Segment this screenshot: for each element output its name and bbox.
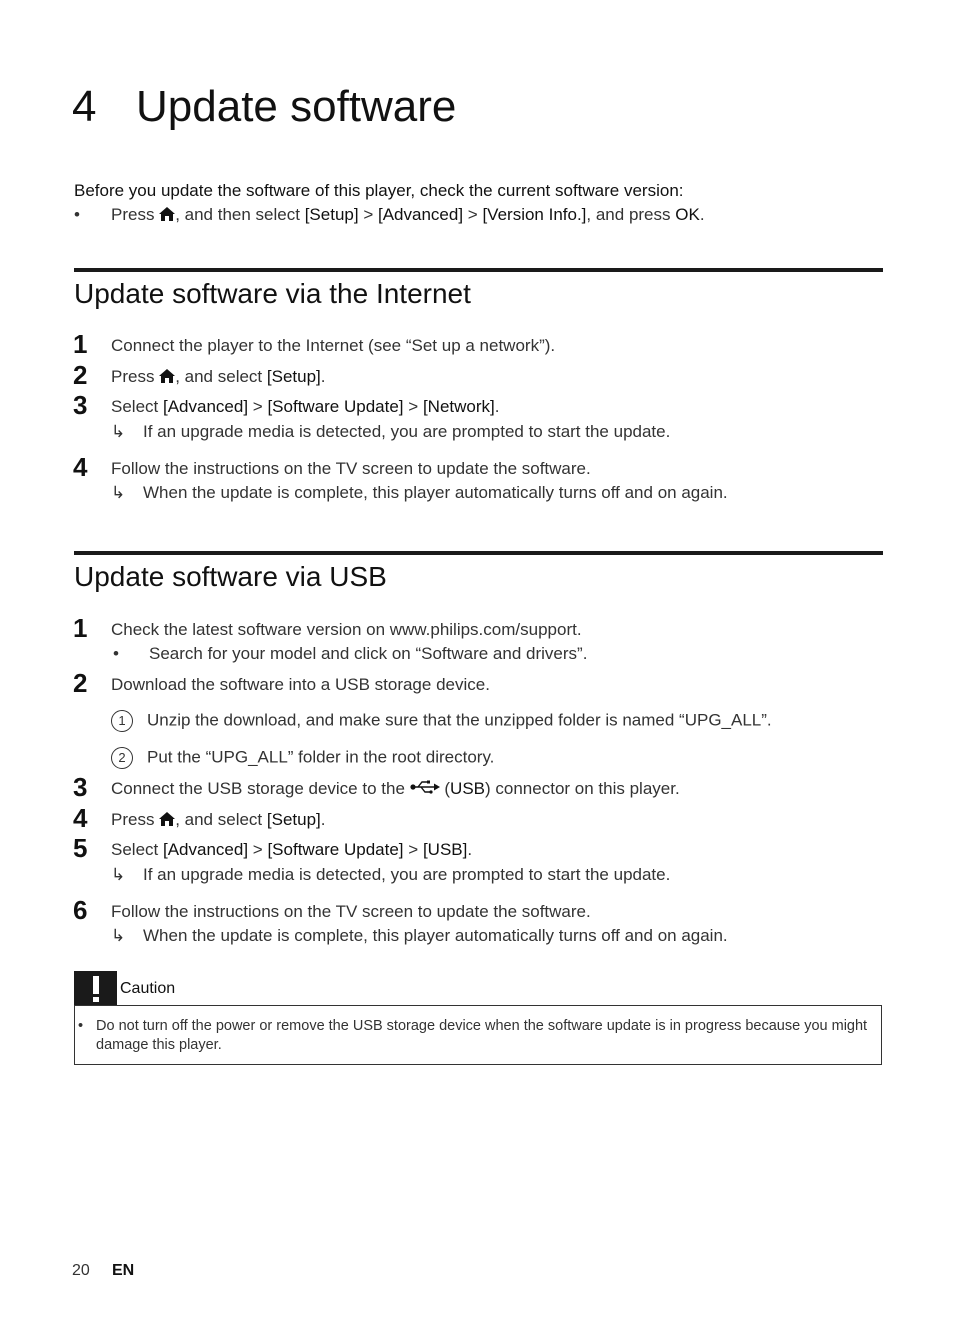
result-arrow-icon: ↳ — [111, 926, 126, 945]
step-result: ↳ If an upgrade media is detected, you are prompted to start the update. — [111, 865, 671, 884]
step-number: 6 — [73, 895, 88, 925]
step-text: Check the latest software version on www.philips.com/support. — [111, 620, 582, 639]
home-icon — [159, 369, 175, 383]
bullet-dot: • — [78, 1018, 84, 1034]
chapter-number: 4 — [72, 82, 97, 131]
step-text: Follow the instructions on the TV screen to update the software. — [111, 459, 591, 478]
result-arrow-icon: ↳ — [111, 422, 126, 441]
step-number: 2 — [73, 668, 88, 698]
caution-title: Caution — [120, 980, 176, 997]
section-divider — [74, 268, 883, 272]
page-number: 20 — [72, 1262, 90, 1279]
section-heading-internet: Update software via the Internet — [74, 278, 471, 309]
chapter-title — [72, 82, 456, 132]
bullet-dot: • — [74, 205, 80, 224]
bullet-dot: • — [113, 644, 119, 663]
step-number: 3 — [73, 390, 88, 420]
intro-text: Before you update the software of this player, check the current software version: — [74, 181, 684, 200]
step-text: Select [Advanced] > [Software Update] > [USB]. — [111, 840, 473, 859]
step-bullet: • Search for your model and click on “Software and drivers”. — [113, 644, 588, 663]
step-number: 5 — [73, 833, 88, 863]
step-result: ↳ If an upgrade media is detected, you are prompted to start the update. — [111, 422, 671, 441]
step-text: Press , and select [Setup]. — [111, 367, 326, 386]
section-divider — [74, 551, 883, 555]
substep-number: 2 — [111, 747, 133, 769]
step-text: Press , and select [Setup]. — [111, 810, 326, 829]
step-text: Select [Advanced] > [Software Update] > [Network]. — [111, 397, 500, 416]
caution-icon — [74, 971, 117, 1006]
intro-bullet: • Press , and then select [Setup] > [Advanced] > [Version Info.], and press OK. — [74, 205, 705, 224]
step-number: 3 — [73, 772, 88, 802]
home-icon — [159, 207, 175, 221]
language-label: EN — [112, 1262, 135, 1279]
step-text: Download the software into a USB storage device. — [111, 675, 490, 694]
step-result: ↳ When the update is complete, this player automatically turns off and on again. — [111, 483, 728, 502]
step-result: ↳ When the update is complete, this player automatically turns off and on again. — [111, 926, 728, 945]
step-text: Follow the instructions on the TV screen to update the software. — [111, 902, 591, 921]
step-number: 1 — [73, 613, 88, 643]
substep-number: 1 — [111, 710, 133, 732]
result-arrow-icon: ↳ — [111, 483, 126, 502]
chapter-title-text: Update software — [136, 82, 457, 131]
step-number: 4 — [73, 452, 88, 482]
usb-icon — [410, 780, 440, 794]
step-text: Connect the USB storage device to the (USB) connector on this player. — [111, 779, 680, 798]
substep: 1 Unzip the download, and make sure that the unzipped folder is named “UPG_ALL”. — [111, 710, 772, 732]
caution-text: • Do not turn off the power or remove the USB storage device when the software update is in progress because you might damage this player. — [78, 1018, 868, 1053]
result-arrow-icon: ↳ — [111, 865, 126, 884]
step-number: 2 — [73, 360, 88, 390]
substep: 2 Put the “UPG_ALL” folder in the root directory. — [111, 747, 494, 769]
section-heading-usb: Update software via USB — [74, 561, 387, 592]
step-text: Connect the player to the Internet (see “Set up a network”). — [111, 336, 556, 355]
home-icon — [159, 812, 175, 826]
step-number: 1 — [73, 329, 88, 359]
step-number: 4 — [73, 803, 88, 833]
